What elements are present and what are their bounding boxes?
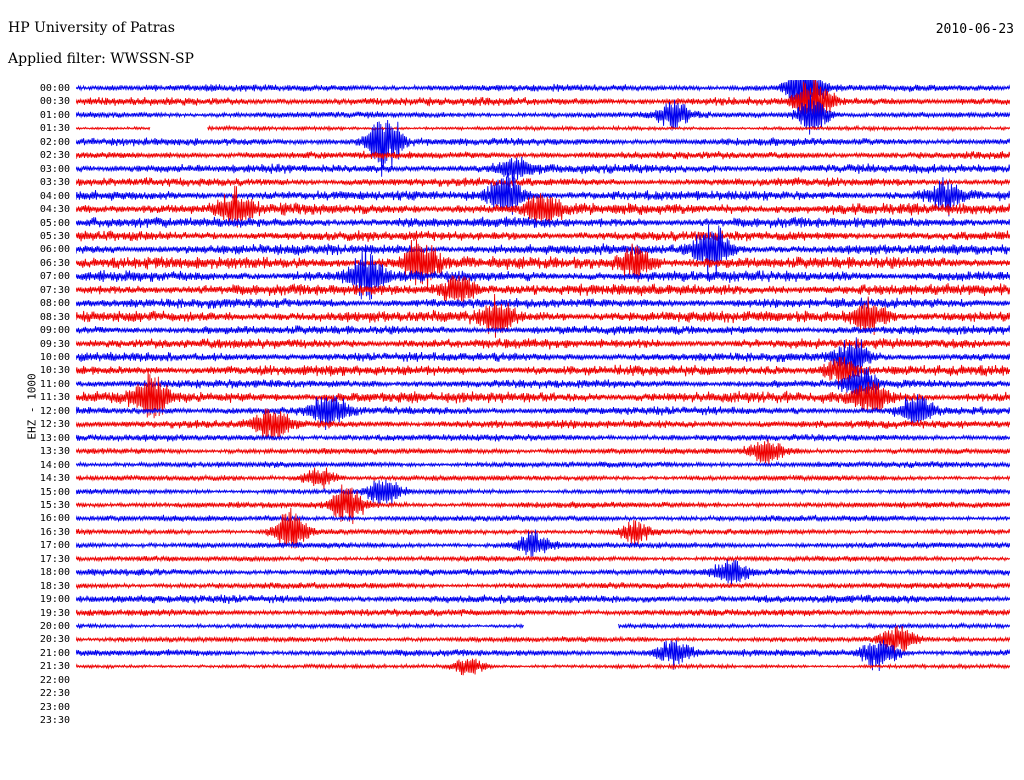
time-tick-label: 21:00 — [39, 647, 70, 659]
trace-line — [76, 461, 1010, 468]
trace-line — [76, 177, 1010, 186]
time-tick-label: 07:30 — [39, 284, 70, 296]
time-tick-label: 15:30 — [39, 499, 70, 511]
date-label: 2010-06-23 — [935, 22, 1014, 37]
trace-line — [76, 338, 1010, 349]
trace-line — [76, 409, 1010, 441]
page-title: HP University of Patras — [8, 20, 175, 36]
time-tick-label: 00:00 — [39, 83, 70, 94]
time-tick-label: 19:30 — [39, 607, 70, 619]
time-tick-label: 11:30 — [39, 392, 70, 404]
time-tick-label: 21:30 — [39, 661, 70, 673]
trace-line — [76, 582, 1010, 589]
time-tick-label: 03:00 — [39, 163, 70, 175]
time-tick-label: 03:30 — [39, 177, 70, 189]
time-tick-label: 10:00 — [39, 352, 70, 363]
time-tick-label: 22:30 — [39, 688, 70, 700]
trace-line — [76, 230, 1010, 241]
time-tick-label: 01:00 — [39, 109, 70, 121]
trace-line — [76, 659, 1010, 676]
time-tick-label: 14:30 — [39, 473, 70, 485]
seismogram-plot — [76, 80, 1010, 770]
time-tick-label: 09:00 — [39, 325, 70, 337]
time-tick-label: 10:30 — [39, 365, 70, 377]
trace-line — [76, 530, 1010, 557]
trace-line — [76, 151, 1010, 160]
time-tick-label: 15:00 — [39, 486, 70, 498]
time-tick-label: 11:00 — [39, 378, 70, 390]
trace-line — [76, 556, 1010, 562]
time-tick-label: 13:00 — [39, 432, 70, 444]
time-tick-label: 02:30 — [39, 150, 70, 162]
trace-line — [76, 609, 1010, 617]
time-tick-label: 19:00 — [39, 594, 70, 606]
time-tick-label: 23:30 — [39, 715, 70, 727]
time-tick-label: 01:30 — [39, 123, 70, 135]
trace-line — [76, 275, 1010, 302]
trace-line — [76, 624, 1010, 629]
filter-label: Applied filter: WWSSN-SP — [8, 51, 194, 67]
time-tick-label: 08:30 — [39, 311, 70, 323]
trace-line — [76, 480, 1010, 504]
time-tick-label: 04:30 — [39, 204, 70, 216]
trace-line — [76, 325, 1010, 335]
y-axis-label: EHZ - 1000 — [25, 373, 39, 440]
trace-line — [76, 434, 1010, 441]
time-tick-label: 00:30 — [39, 96, 70, 108]
time-tick-label: 05:30 — [39, 230, 70, 242]
time-tick-label: 08:00 — [39, 298, 70, 310]
time-tick-label: 06:30 — [39, 257, 70, 269]
trace-line — [76, 468, 1010, 489]
time-tick-label: 04:00 — [39, 190, 70, 202]
time-tick-label: 17:30 — [39, 553, 70, 565]
time-tick-label: 20:00 — [39, 621, 70, 632]
trace-line — [76, 126, 1010, 130]
trace-line — [76, 224, 1010, 277]
time-tick-label: 05:00 — [39, 217, 70, 229]
time-tick-label: 12:30 — [39, 419, 70, 431]
trace-line — [76, 244, 1010, 299]
trace-line — [76, 595, 1010, 604]
trace-line — [76, 508, 1010, 549]
time-tick-label: 16:00 — [39, 513, 70, 525]
time-tick-label: 22:00 — [39, 674, 70, 686]
time-tick-label: 18:30 — [39, 580, 70, 592]
trace-line — [76, 80, 1010, 116]
time-tick-label: 07:00 — [39, 271, 70, 283]
time-tick-label: 06:00 — [39, 244, 70, 256]
time-tick-label: 13:30 — [39, 446, 70, 458]
time-tick-label: 20:30 — [39, 634, 70, 646]
time-tick-label: 18:00 — [39, 567, 70, 579]
time-tick-label: 09:30 — [39, 338, 70, 350]
time-tick-label: 23:00 — [39, 701, 70, 713]
time-tick-label: 14:00 — [39, 459, 70, 471]
time-tick-label: 17:00 — [39, 540, 70, 552]
trace-line — [76, 157, 1010, 184]
trace-line — [76, 559, 1010, 584]
time-tick-label: 02:00 — [39, 136, 70, 148]
time-tick-label: 16:30 — [39, 526, 70, 538]
time-tick-label: 12:00 — [39, 405, 70, 417]
trace-line — [76, 298, 1010, 309]
trace-line — [76, 515, 1010, 522]
